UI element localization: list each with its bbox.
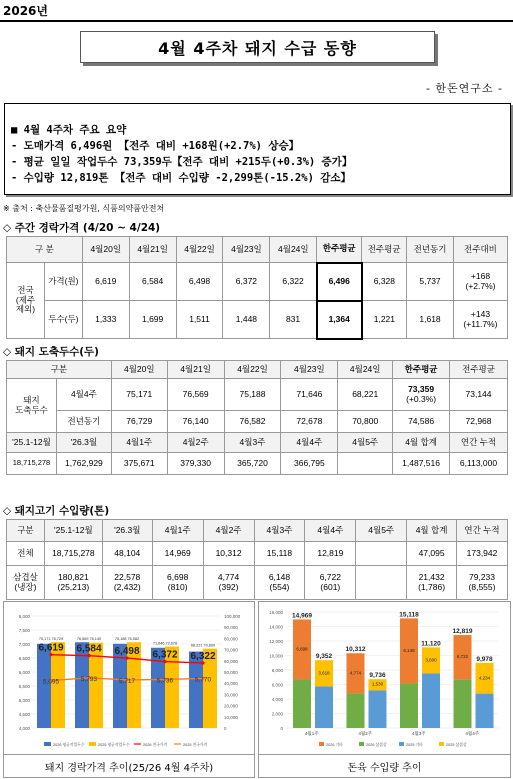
- summary-line-import: - 수입량 12,819톤 【전주 대비 수입량 -2,299톤(-15.2%) 감소】: [11, 172, 352, 184]
- group-cell: 돼지 도축두수: [7, 379, 57, 433]
- price-2025-label: 5,770: [194, 676, 212, 684]
- organization-label: - 한돈연구소 -: [425, 82, 503, 95]
- source-note: ※ 출처 : 축산물품질평가원, 식품의약품안전처: [3, 204, 165, 213]
- legend-label: 2026 전국가격: [143, 743, 168, 747]
- segment-label: 3,600: [425, 657, 437, 663]
- legend-swatch: [44, 742, 51, 746]
- table-cell: 70,800: [338, 411, 393, 433]
- header-cell: 4월22일: [176, 237, 223, 263]
- y-left-tick-label: 7,500: [18, 628, 30, 633]
- total-2025-label: 9,978: [476, 655, 493, 663]
- y-right-tick-label: 100,000: [224, 614, 241, 619]
- table-cell: 6,372: [223, 263, 270, 301]
- segment-label: 1,530: [371, 681, 384, 687]
- header-cell: 4월4주: [305, 520, 356, 542]
- table-cell: 6,698 (810): [152, 566, 203, 600]
- header-cell: 연간 누적: [450, 433, 508, 453]
- table-cell: 76,569: [167, 379, 224, 411]
- table-cell: 831: [270, 301, 317, 339]
- price-2026-label: 6,372: [152, 649, 178, 661]
- table-cell: 48,104: [102, 542, 152, 566]
- price-2026-label: 6,619: [38, 642, 64, 654]
- change-percent: (+11.7%): [463, 318, 498, 329]
- row-label: 두수(두): [44, 301, 82, 339]
- table-cell: 76,140: [167, 411, 224, 433]
- import-chart-caption: 돈육 수입량 추이: [258, 754, 511, 778]
- y-tick-label: 10,000: [269, 653, 283, 659]
- average-value: 73,359: [408, 383, 435, 394]
- header-cell: 4월1주: [152, 520, 203, 542]
- y-left-tick-label: 4,000: [18, 726, 30, 731]
- table-cell: 14,969: [152, 542, 203, 566]
- y-left-tick-label: 7,000: [18, 642, 30, 647]
- table-cell: 6,113,000: [450, 453, 508, 475]
- y-tick-label: 6,000: [271, 682, 283, 688]
- header-cell: 4월2주: [167, 433, 224, 453]
- table-cell: 73,144: [450, 379, 508, 411]
- import-table: [6, 519, 508, 600]
- bar-data-label: 75,188 76,582: [114, 637, 140, 642]
- bar-2025-other: [315, 686, 333, 728]
- header-cell: 4월 합계: [393, 433, 450, 453]
- table-cell: 365,720: [224, 453, 281, 475]
- section-price-title: ◇ 주간 경락가격 (4/20 ~ 4/24): [3, 222, 161, 234]
- header-cell: 4월 합계: [407, 520, 457, 542]
- header-cell: 전주대비: [453, 237, 507, 263]
- table-cell: 6,619: [82, 263, 129, 301]
- table-cell: 366,795: [281, 453, 338, 475]
- bar-2025-other: [476, 694, 494, 728]
- table-cell: 6,498: [176, 263, 223, 301]
- import-chart-panel: [258, 601, 511, 755]
- total-2026-label: 10,312: [345, 646, 366, 654]
- price-2025-label: 5,736: [156, 677, 174, 685]
- price-chart: [4, 602, 254, 754]
- table-cell: 375,671: [111, 453, 167, 475]
- change-percent: (+2.7%): [465, 280, 496, 291]
- table-row: [7, 453, 508, 475]
- table-cell: 76,582: [224, 411, 281, 433]
- header-cell: 4월23일: [281, 361, 338, 379]
- y-tick-label: 14,000: [269, 624, 283, 630]
- table-cell: 22,578 (2,432): [102, 566, 152, 600]
- table-cell: 1,448: [223, 301, 270, 339]
- segment-label: 6,722: [456, 654, 469, 660]
- y-tick-label: 8,000: [271, 668, 283, 673]
- group-cell: 전국 (제주 제외): [7, 263, 45, 339]
- table-cell: 1,762,929: [56, 453, 111, 475]
- table-cell: 79,233 (8,555): [457, 566, 508, 600]
- header-cell: 구분: [7, 520, 45, 542]
- row-label: 삼겹살 (냉장): [7, 566, 45, 600]
- table-cell: 6,722 (601): [305, 566, 356, 600]
- table-cell: 180,821 (25,213): [44, 566, 102, 600]
- header-cell: 한주평균: [393, 361, 450, 379]
- legend-label: 2026 삼겹살: [366, 743, 387, 747]
- total-2025-label: 11,120: [421, 640, 441, 648]
- table-cell: 6,328: [362, 263, 407, 301]
- table-cell: 1,333: [82, 301, 129, 339]
- header-cell: 4월5주: [338, 433, 393, 453]
- header-cell: 4월22일: [224, 361, 281, 379]
- week-average-cell: 1,364: [317, 301, 362, 339]
- price-table: [6, 236, 508, 340]
- top-divider: [0, 20, 513, 22]
- price-2025-label: 5,717: [118, 677, 136, 685]
- header-cell: 4월20일: [82, 237, 129, 263]
- y-right-tick-label: 30,000: [224, 692, 238, 698]
- bar-data-label: 75,171 76,729: [38, 637, 64, 642]
- table-cell: 1,511: [176, 301, 223, 339]
- header-cell: '26.3월: [56, 433, 111, 453]
- table-cell: 1,618: [407, 301, 454, 339]
- y-right-tick-label: 40,000: [224, 681, 238, 687]
- x-tick-label: 4월2주: [358, 731, 373, 736]
- import-chart: [259, 602, 510, 754]
- y-right-tick-label: 80,000: [224, 636, 238, 642]
- table-cell: 1,221: [362, 301, 407, 339]
- y-tick-label: 4,000: [271, 697, 283, 702]
- header-cell: 구분: [7, 361, 112, 379]
- summary-heading: ■ 4월 4주차 주요 요약: [11, 124, 127, 136]
- price-2026-label: 6,498: [114, 646, 140, 658]
- change-cell: [453, 263, 507, 301]
- legend-swatch: [89, 742, 96, 746]
- summary-line-price: - 도매가격 6,496원 【전주 대비 +168원(+2.7%) 상승】: [11, 140, 300, 152]
- header-cell: 4월21일: [167, 361, 224, 379]
- x-tick-label: 4월3주: [411, 731, 426, 736]
- y-tick-label: 0: [280, 726, 283, 731]
- price-2026-label: 6,584: [76, 643, 102, 655]
- average-percent: (+0.3%): [406, 393, 437, 404]
- header-cell: 4월24일: [270, 237, 317, 263]
- table-cell: 68,221: [338, 379, 393, 411]
- y-right-tick-label: 10,000: [224, 714, 238, 720]
- bar-2026-slaughter: [37, 644, 51, 728]
- header-cell: '25.1-12월: [7, 433, 57, 453]
- table-cell: 72,968: [450, 411, 508, 433]
- table-cell: [338, 453, 393, 475]
- segment-label: 3,618: [318, 670, 330, 676]
- table-cell: 12,819: [305, 542, 356, 566]
- header-cell: 4월2주: [203, 520, 254, 542]
- table-cell: 18,715,278: [7, 453, 57, 475]
- table-cell: 6,584: [129, 263, 176, 301]
- y-right-tick-label: 20,000: [224, 703, 238, 709]
- table-cell: 4,774 (392): [203, 566, 254, 600]
- x-tick-label: 4월1주: [304, 731, 319, 736]
- table-row: [7, 411, 508, 433]
- table-cell: 75,188: [224, 379, 281, 411]
- table-cell: 47,095: [407, 542, 457, 566]
- slaughter-table: [6, 360, 508, 475]
- import-table-header: [7, 520, 508, 542]
- price-2026-label: 6,322: [190, 650, 216, 662]
- price-2025-label: 5,793: [80, 675, 98, 683]
- header-cell: 전년동기: [407, 237, 454, 263]
- y-tick-label: 2,000: [271, 711, 283, 717]
- segment-label: 4,234: [478, 675, 491, 681]
- table-cell: 6,148 (554): [254, 566, 305, 600]
- y-left-tick-label: 5,500: [18, 684, 30, 689]
- price-chart-caption: 돼지 경락가격 추이(25/26 4월 4주차): [3, 754, 255, 778]
- row-label: 가격(원): [44, 263, 82, 301]
- x-tick-label: 4월4주: [465, 731, 480, 736]
- table-cell: 75,171: [111, 379, 167, 411]
- report-title: 4월 4주차 돼지 수급 동향: [80, 31, 435, 63]
- legend-label: 2025 삼겹살: [446, 743, 467, 747]
- table-cell: 5,737: [407, 263, 454, 301]
- slaughter-table-header: [7, 361, 508, 379]
- change-value: +143: [470, 308, 491, 319]
- legend-label: 2025 전국가격: [183, 743, 208, 747]
- y-left-tick-label: 5,000: [18, 698, 30, 703]
- year-label: 2026년: [3, 4, 48, 18]
- segment-label: 6,148: [403, 647, 415, 653]
- legend-label: 2026 기타: [326, 743, 343, 747]
- total-2026-label: 14,969: [292, 612, 312, 620]
- table-cell: 1,487,516: [393, 453, 450, 475]
- table-row: [7, 379, 508, 411]
- bar-data-label: 76,569 76,140: [76, 637, 102, 642]
- header-cell: 전주평균: [450, 361, 508, 379]
- y-tick-label: 16,000: [269, 610, 283, 615]
- header-cell: 4월23일: [223, 237, 270, 263]
- y-left-tick-label: 8,000: [18, 614, 30, 619]
- legend-swatch: [399, 742, 404, 746]
- table-cell: 18,715,278: [44, 542, 102, 566]
- price-2025-label: 5,695: [42, 678, 60, 686]
- table-cell: 379,330: [167, 453, 224, 475]
- section-slaughter-title: ◇ 돼지 도축두수(두): [3, 346, 99, 358]
- header-cell: 구 분: [7, 237, 83, 263]
- y-right-tick-label: 70,000: [224, 647, 238, 653]
- table-cell: 1,699: [129, 301, 176, 339]
- y-left-tick-label: 4,500: [18, 712, 30, 717]
- header-cell: 연간 누적: [457, 520, 508, 542]
- header-cell: 4월20일: [111, 361, 167, 379]
- header-cell: 4월3주: [224, 433, 281, 453]
- bar-2026-samgyeopsal: [347, 693, 365, 728]
- table-cell: 76,729: [111, 411, 167, 433]
- table-cell: 21,432 (1,786): [407, 566, 457, 600]
- y-tick-label: 12,000: [269, 639, 283, 644]
- total-2026-label: 15,118: [399, 611, 419, 619]
- table-cell: 72,678: [281, 411, 338, 433]
- table-cell: [356, 542, 407, 566]
- legend-swatch: [319, 742, 324, 746]
- bar-2025-other: [369, 690, 387, 728]
- total-2025-label: 9,352: [315, 653, 333, 661]
- table-cell: 10,312: [203, 542, 254, 566]
- table-cell: 6,322: [270, 263, 317, 301]
- section-import-title: ◇ 돼지고기 수입량(톤): [3, 505, 110, 517]
- table-row: [7, 542, 508, 566]
- header-cell: '25.1-12월: [44, 520, 102, 542]
- segment-label: 4,774: [349, 670, 362, 676]
- bar-2026-samgyeopsal: [293, 679, 311, 728]
- row-label: 전체: [7, 542, 45, 566]
- price-chart-panel: [3, 601, 255, 755]
- header-cell: 한주평균: [317, 237, 362, 263]
- legend-label: 2026 평균작업두수: [53, 743, 85, 747]
- bar-2026-samgyeopsal: [454, 679, 472, 728]
- table-cell: 71,646: [281, 379, 338, 411]
- bar-2026-samgyeopsal: [400, 683, 418, 728]
- header-cell: 4월1주: [111, 433, 167, 453]
- table-cell: 74,586: [393, 411, 450, 433]
- table-row: [7, 566, 508, 600]
- legend-label: 2025 기타: [406, 743, 423, 747]
- header-cell: 4월5주: [356, 520, 407, 542]
- y-left-tick-label: 6,000: [18, 670, 30, 675]
- header-cell: 4월24일: [338, 361, 393, 379]
- table-cell: 15,118: [254, 542, 305, 566]
- change-value: +168: [470, 270, 491, 281]
- header-cell: 전주평균: [362, 237, 407, 263]
- legend-swatch: [439, 742, 444, 746]
- total-2025-label: 9,736: [369, 672, 386, 680]
- summary-line-slaughter: - 평균 일일 작업두수 73,359두【전주 대비 +215두(+0.3%) 증가】: [11, 156, 353, 168]
- table-cell: 173,942: [457, 542, 508, 566]
- table-cell: [356, 566, 407, 600]
- legend-swatch: [359, 742, 364, 746]
- table-row: [7, 433, 508, 453]
- table-row: [7, 301, 508, 339]
- week-average-cell: [393, 379, 450, 411]
- legend-label: 2025 평균작업두수: [98, 743, 130, 747]
- table-row: [7, 263, 508, 301]
- bar-2025-other: [422, 673, 440, 728]
- y-left-tick-label: 6,500: [18, 656, 30, 661]
- y-right-tick-label: 50,000: [224, 670, 238, 675]
- bar-data-label: 68,221 70,800: [190, 643, 216, 648]
- segment-label: 6,698: [296, 646, 308, 652]
- header-cell: '26.3월: [102, 520, 152, 542]
- bar-data-label: 71,646 72,678: [152, 641, 178, 646]
- header-cell: 4월4주: [281, 433, 338, 453]
- week-average-cell: 6,496: [317, 263, 362, 301]
- y-right-tick-label: 90,000: [224, 625, 238, 631]
- summary-box: [4, 103, 511, 195]
- y-right-tick-label: 60,000: [224, 658, 238, 664]
- change-cell: [453, 301, 507, 339]
- y-right-tick-label: 0: [224, 726, 227, 731]
- total-2026-label: 12,819: [452, 628, 473, 636]
- price-table-header: [7, 237, 508, 263]
- row-label: 4월4주: [56, 379, 111, 411]
- header-cell: 4월3주: [254, 520, 305, 542]
- row-label: 전년동기: [56, 411, 111, 433]
- header-cell: 4월21일: [129, 237, 176, 263]
